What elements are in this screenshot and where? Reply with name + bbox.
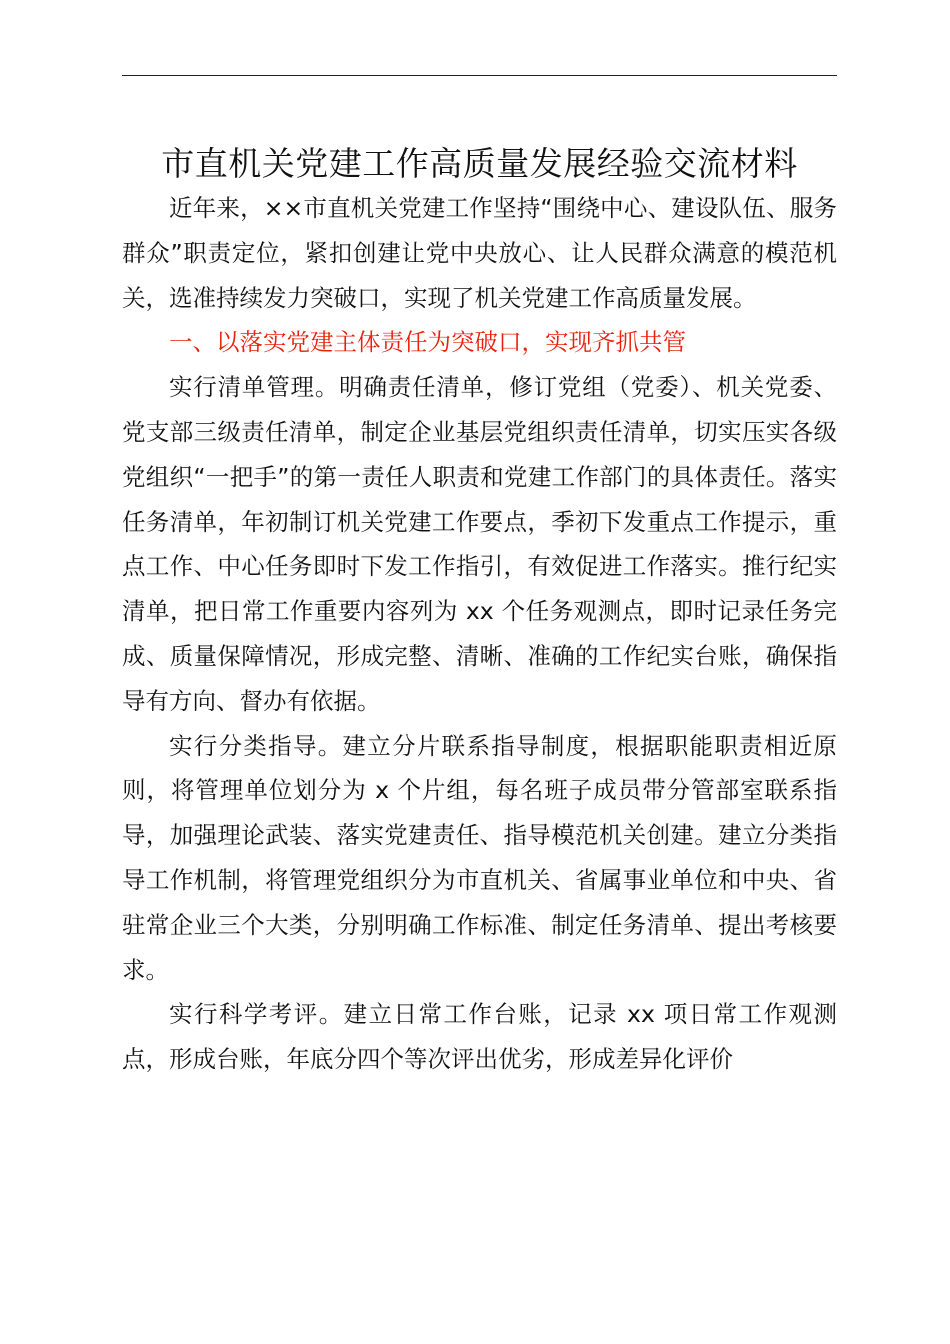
paragraph-scientific-evaluation: 实行科学考评。建立日常工作台账，记录 xx 项日常工作观测点，形成台账，年底分四个等次评出优劣，形成差异化评价 <box>122 1000 837 1074</box>
section-heading-1: 一、以落实党建主体责任为突破口，实现齐抓共管 <box>169 328 686 357</box>
paragraph-checklist-management: 实行清单管理。明确责任清单，修订党组（党委）、机关党委、党支部三级责任清单，制定企业基层党组织责任清单，切实压实各级党组织“一把手”的第一责任人职责和党建工作部门的具体责任。落实任务清单，年初制订机关党建工作要点，季初下发重点工作提示，重点工作、中心任务即时下发工作指引，有效促进工作落实。推行纪实清单，把日常工作重要内容列为 xx 个任务观测点，即时记录任务完成、质量保障情况，形成完整、清晰、准确的工作纪实台账，确保指导有方向、督办有依据。 <box>122 373 837 715</box>
document-body <box>122 186 837 1082</box>
document-title: 市直机关党建工作高质量发展经验交流材料 <box>161 144 798 183</box>
intro-paragraph: 近年来，××市直机关党建工作坚持“围绕中心、建设队伍、服务群众”职责定位，紧扣创建让党中央放心、让人民群众满意的模范机关，选准持续发力突破口，实现了机关党建工作高质量发展。 <box>122 194 837 312</box>
header-rule <box>122 75 837 76</box>
paragraph-classified-guidance: 实行分类指导。建立分片联系指导制度，根据职能职责相近原则，将管理单位划分为 x 个片组，每名班子成员带分管部室联系指导，加强理论武装、落实党建责任、指导模范机关创建。建立分类指导工作机制，将管理党组织分为市直机关、省属事业单位和中央、省驻常企业三个大类，分别明确工作标准、制定任务清单、提出考核要求。 <box>122 731 837 984</box>
